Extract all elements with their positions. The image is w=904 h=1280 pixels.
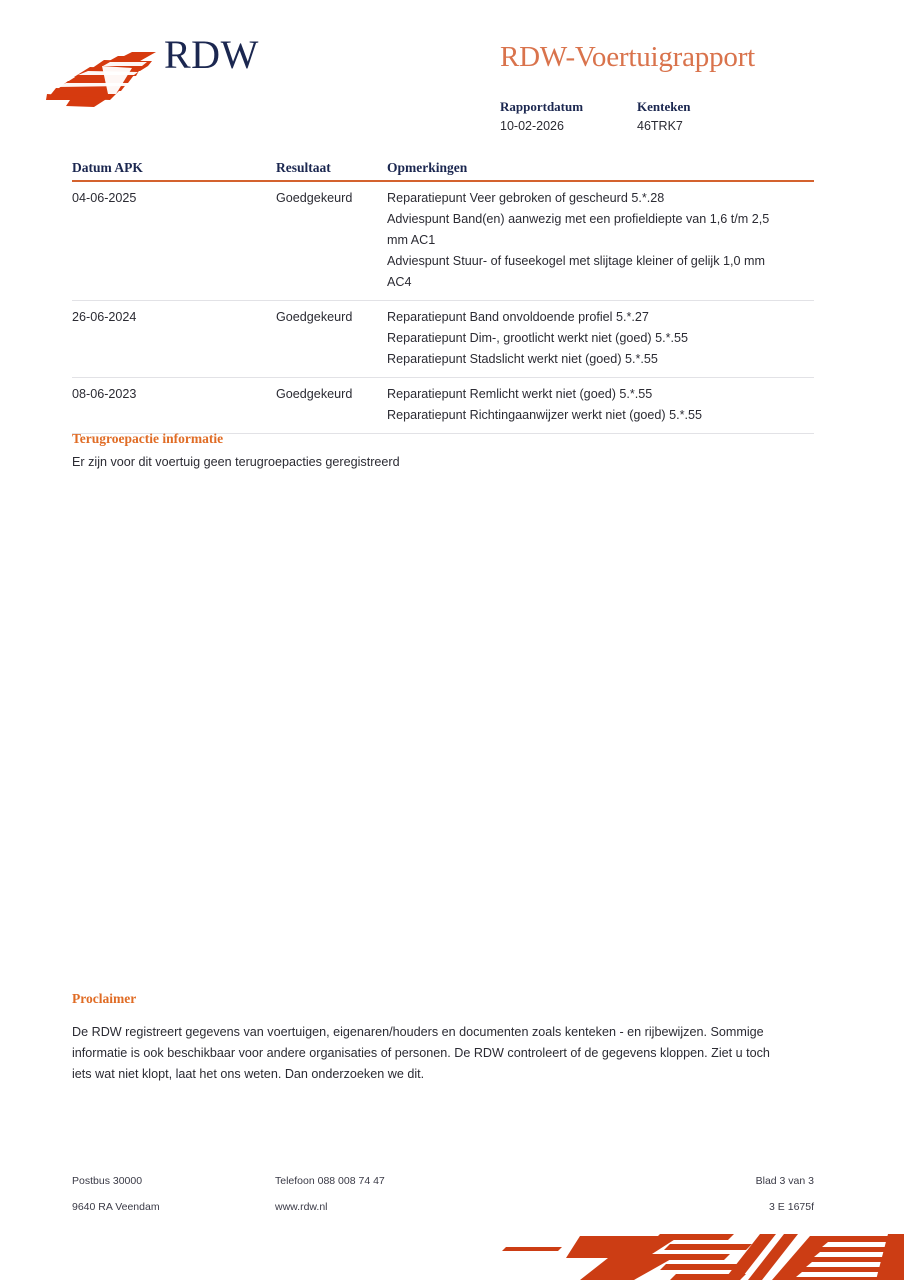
proclaimer-section bbox=[72, 990, 778, 1085]
column-header-date: Datum APK bbox=[72, 160, 143, 175]
cell-inspection-remarks bbox=[387, 384, 787, 426]
license-plate-value: 46TRK7 bbox=[637, 119, 683, 133]
table-row bbox=[72, 378, 814, 434]
cell-inspection-result: Goedgekeurd bbox=[276, 310, 353, 324]
remark-line: Adviespunt Band(en) aanwezig met een profieldiepte van 1,6 t/m 2,5 mm AC1 bbox=[387, 212, 770, 247]
footer-form-code: 3 E 1675f bbox=[769, 1201, 814, 1213]
column-header-result: Resultaat bbox=[276, 160, 331, 175]
rdw-feather-logo-icon bbox=[44, 50, 166, 108]
license-plate-block bbox=[637, 98, 690, 136]
page-title: RDW-Voertuigrapport bbox=[500, 41, 756, 73]
proclaimer-text bbox=[72, 1022, 778, 1085]
remark-line: Reparatiepunt Band onvoldoende profiel 5.*.27 bbox=[387, 310, 649, 324]
footer-website-link[interactable]: www.rdw.nl bbox=[275, 1201, 328, 1213]
cell-inspection-result: Goedgekeurd bbox=[276, 191, 353, 205]
table-row bbox=[72, 301, 814, 378]
report-meta bbox=[500, 98, 820, 136]
cell-inspection-result: Goedgekeurd bbox=[276, 387, 353, 401]
rdw-speedlines-graphic-icon bbox=[484, 1210, 904, 1280]
cell-inspection-date: 26-06-2024 bbox=[72, 310, 137, 324]
cell-inspection-remarks bbox=[387, 307, 787, 370]
remark-line: Reparatiepunt Veer gebroken of gescheurd 5.*.28 bbox=[387, 191, 665, 205]
footer-address-line2: 9640 RA Veendam bbox=[72, 1201, 160, 1213]
remark-line: Reparatiepunt Dim-, grootlicht werkt niet (goed) 5.*.55 bbox=[387, 331, 688, 345]
cell-inspection-date: 08-06-2023 bbox=[72, 387, 137, 401]
remark-line: Reparatiepunt Richtingaanwijzer werkt niet (goed) 5.*.55 bbox=[387, 408, 703, 422]
footer-address-line1: Postbus 30000 bbox=[72, 1175, 143, 1187]
report-date-value: 10-02-2026 bbox=[500, 119, 564, 133]
document-header bbox=[0, 0, 904, 150]
column-header-remarks: Opmerkingen bbox=[387, 160, 468, 175]
recall-information-section bbox=[72, 430, 814, 473]
license-plate-label: Kenteken bbox=[637, 99, 691, 114]
recall-heading: Terugroepactie informatie bbox=[72, 431, 224, 446]
footer-page-indicator: Blad 3 van 3 bbox=[755, 1175, 814, 1187]
footer-phone: Telefoon 088 008 74 47 bbox=[275, 1175, 385, 1187]
remark-line: Reparatiepunt Stadslicht werkt niet (goed) 5.*.55 bbox=[387, 352, 658, 366]
cell-inspection-remarks bbox=[387, 188, 787, 293]
cell-inspection-date: 04-06-2025 bbox=[72, 191, 137, 205]
rdw-wordmark: RDW bbox=[164, 32, 259, 77]
apk-inspection-table bbox=[72, 160, 814, 434]
proclaimer-heading: Proclaimer bbox=[72, 991, 137, 1006]
table-row bbox=[72, 182, 814, 301]
remark-line: Adviespunt Stuur- of fuseekogel met slijtage kleiner of gelijk 1,0 mm AC4 bbox=[387, 254, 765, 289]
proclaimer-paragraph: De RDW registreert gegevens van voertuigen, eigenaren/houders en documenten zoals kenteken - en rijbewijzen. Sommige informatie is ook beschikbaar voor andere organisaties of personen. De RDW controleert of de gegevens kloppen. Ziet u toch iets wat niet klopt, laat het ons weten. Dan onderzoeken we dit. bbox=[72, 1025, 770, 1081]
table-body bbox=[72, 182, 814, 434]
report-date-block bbox=[500, 98, 637, 136]
rdw-logo bbox=[44, 32, 384, 102]
report-date-label: Rapportdatum bbox=[500, 99, 584, 114]
recall-text: Er zijn voor dit voertuig geen terugroepacties geregistreerd bbox=[72, 455, 400, 469]
remark-line: Reparatiepunt Remlicht werkt niet (goed) 5.*.55 bbox=[387, 387, 653, 401]
table-header-row bbox=[72, 160, 814, 182]
